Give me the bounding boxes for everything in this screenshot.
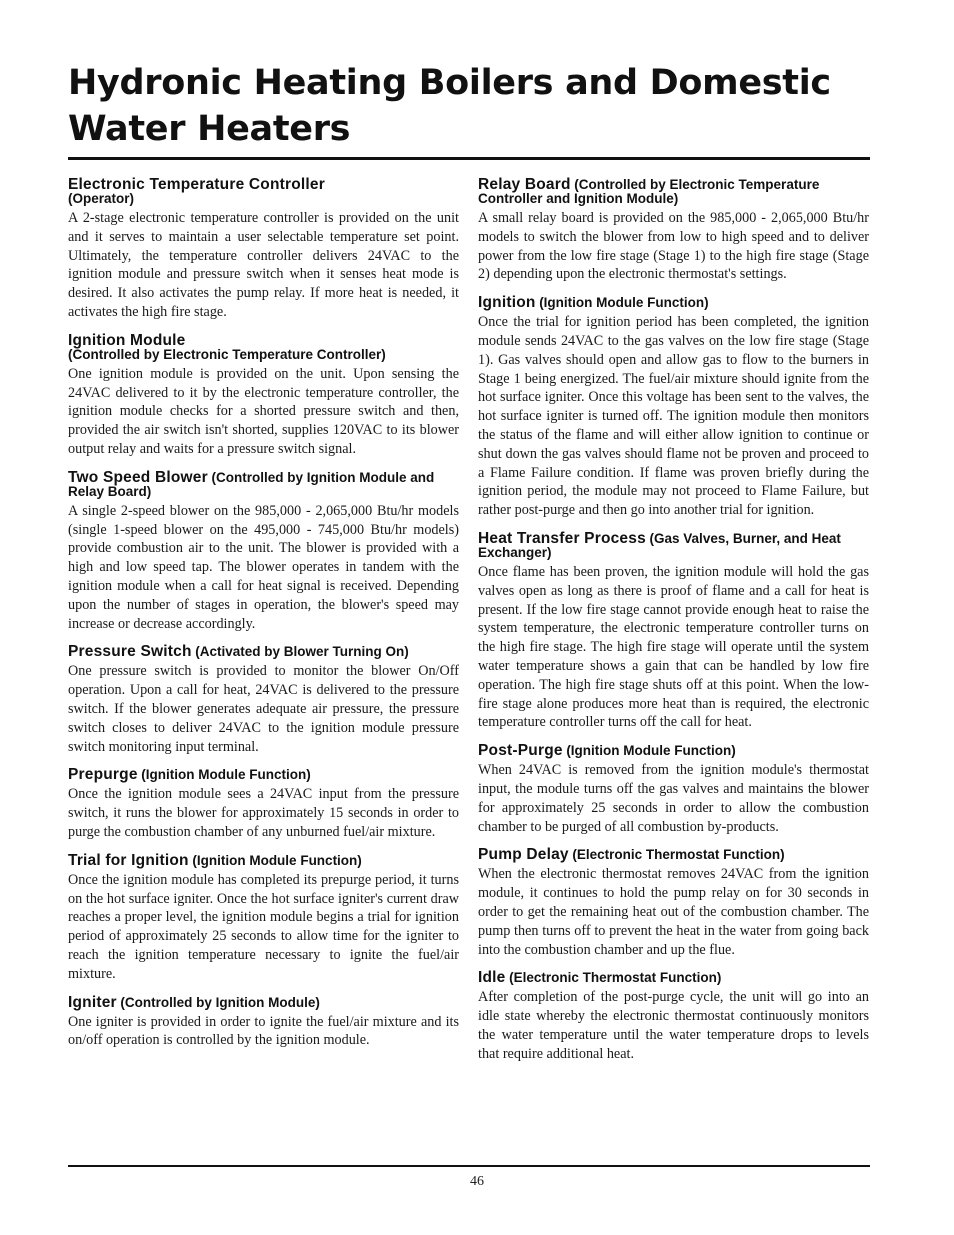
section-title: Two Speed Blower bbox=[68, 468, 208, 486]
section-body: One igniter is provided in order to ignite the fuel/air mixture and its on/off operation is controlled by the ignition module. bbox=[68, 1013, 459, 1049]
section-heading bbox=[68, 178, 459, 206]
section-heading bbox=[478, 971, 869, 985]
section-relay-board bbox=[478, 178, 869, 284]
section-igniter bbox=[68, 993, 459, 1051]
page-number: 46 bbox=[470, 1174, 484, 1189]
section-pump-delay bbox=[478, 848, 869, 959]
section-title: Pressure Switch bbox=[68, 643, 192, 661]
section-heading bbox=[478, 529, 869, 560]
section-title: Post-Purge bbox=[478, 742, 563, 760]
section-subtitle: (Ignition Module Function) bbox=[192, 852, 362, 868]
section-heading bbox=[68, 645, 459, 659]
section-body: When the electronic thermostat removes 24VAC from the ignition module, it continues to hold the pump relay on for 30 seconds in order to get the remaining heat out of the combustion chamber. The pump then turns off to prevent the heat in the water from going back into the combustion chamber and up the flue. bbox=[478, 866, 869, 958]
section-ignition bbox=[478, 296, 869, 520]
section-subtitle: (Controlled by Electronic Temperature Controller and Ignition Module) bbox=[478, 177, 820, 206]
section-title: Ignition Module bbox=[68, 331, 186, 349]
section-body: A single 2-speed blower on the 985,000 - 2,065,000 Btu/hr models (single 1-speed blower on the 495,000 - 745,000 Btu/hr models) provide combustion air to the unit. The blower is provided with a high and low speed tap. The blower operates in tandem with the ignition module when a call for heat signal is received. Depending upon the number of stages in operation, the blower's speed may increase or decrease accordingly. bbox=[68, 502, 459, 632]
section-pressure-switch bbox=[68, 645, 459, 756]
section-title: Pump Delay bbox=[478, 846, 569, 864]
section-heading bbox=[68, 768, 459, 782]
section-title: Electronic Temperature Controller bbox=[68, 176, 325, 193]
section-heat-transfer-process bbox=[478, 529, 869, 732]
footer-divider bbox=[68, 1165, 870, 1167]
section-subtitle: (Ignition Module Function) bbox=[566, 743, 736, 759]
section-body: After completion of the post-purge cycle, the unit will go into an idle state whereby the electronic thermostat continuously monitors the water temperature until the water temperature drops to levels that require additional heat. bbox=[478, 989, 869, 1062]
section-title: Relay Board bbox=[478, 176, 571, 193]
section-prepurge bbox=[68, 768, 459, 841]
section-body: Once the trial for ignition period has been completed, the ignition module sends 24VAC to the gas valves on the low fire stage (Stage 1). Gas valves should open and allow gas to flow to the burners in Stage 1 being energized. The fuel/air mixture should ignite from the hot surface igniter. Once this voltage has been sent to the valves, the hot surface igniter is turned off. The ignition module then monitors the status of the flame and will either allow ignition to continue or shut down the gas valves should flame not be proven and proceed to a Flame Failure condition. If flame was proven briefly during the ignition period, the module may not proceed to Flame Failure, but rather post-purge and then go into another trial for ignition. bbox=[478, 314, 869, 519]
section-body: Once flame has been proven, the ignition module will hold the gas valves open as long as there is proof of flame and a call for heat is present. If the low fire stage cannot provide enough heat to raise the system temperature, the electronic temperature controller turns on the high fire stage. The high fire stage will operate until the system water temperature shows a gain that can be handled by low fire operation. The high fire stage shuts off at this point. When the low-fire stage alone produces more heat than is required, the electronic temperature controller turns off the call for heat. bbox=[478, 563, 869, 731]
left-column bbox=[68, 178, 459, 1062]
section-subtitle: (Gas Valves, Burner, and Heat Exchanger) bbox=[478, 530, 841, 560]
section-subtitle: (Controlled by Ignition Module) bbox=[120, 994, 320, 1010]
section-heading bbox=[68, 993, 459, 1011]
section-subtitle: (Controlled by Electronic Temperature Controller) bbox=[68, 346, 386, 362]
section-title: Prepurge bbox=[68, 766, 138, 784]
section-electronic-temperature-controller bbox=[68, 178, 459, 322]
section-title: Heat Transfer Process bbox=[478, 529, 646, 547]
section-heading bbox=[68, 331, 459, 362]
section-two-speed-blower bbox=[68, 468, 459, 634]
section-body: Once the ignition module sees a 24VAC input from the pressure switch, it runs the blower for approximately 15 seconds in order to purge the combustion chamber of any unburned fuel/air mixture. bbox=[68, 786, 459, 840]
section-subtitle: (Ignition Module Function) bbox=[539, 295, 709, 311]
section-body: A small relay board is provided on the 985,000 - 2,065,000 Btu/hr models to switch the blower from low to high speed and to deliver power from the low fire stage (Stage 1) to the high fire stage (Stage 2) depending upon the electronic thermostat's settings. bbox=[478, 210, 869, 283]
section-heading bbox=[68, 468, 459, 499]
page-title: Hydronic Heating Boilers and Domestic Water Heaters bbox=[68, 63, 831, 149]
section-heading bbox=[478, 296, 869, 310]
section-subtitle: (Electronic Thermostat Function) bbox=[572, 847, 785, 863]
section-body: One pressure switch is provided to monitor the blower On/Off operation. Upon a call for heat, 24VAC is delivered to the pressure switch. If the blower generates adequate air pressure, the pressure switch closes to deliver 24VAC to the ignition module pressure switch monitoring input terminal. bbox=[68, 663, 459, 755]
section-subtitle: (Ignition Module Function) bbox=[141, 767, 311, 783]
section-body: When 24VAC is removed from the ignition module's thermostat input, the module turns off the gas valves and maintains the blower for approximately 25 seconds in order to allow the combustion chamber to be purged of all combustion by-products. bbox=[478, 762, 869, 835]
section-trial-for-ignition bbox=[68, 851, 459, 984]
section-subtitle: (Operator) bbox=[68, 191, 135, 206]
section-heading bbox=[68, 851, 459, 869]
section-heading bbox=[478, 848, 869, 862]
section-subtitle: (Electronic Thermostat Function) bbox=[509, 970, 722, 986]
section-subtitle: (Activated by Blower Turning On) bbox=[195, 644, 409, 660]
section-body: One ignition module is provided on the unit. Upon sensing the 24VAC delivered to it by the electronic temperature controller, the ignition module checks for a shorted pressure switch and then, provided the air switch isn't shorted, supplies 120VAC to its blower output relay and waits for a pressure switch signal. bbox=[68, 365, 459, 457]
section-body: A 2-stage electronic temperature controller is provided on the unit and it serves to maintain a user selectable temperature set point. Ultimately, the temperature controller delivers 24VAC to the ignition module and pressure switch when it senses heat mode is desired. It also activates the pump relay. If more heat is needed, it activates the high fire stage. bbox=[68, 210, 459, 320]
section-ignition-module bbox=[68, 331, 459, 459]
section-subtitle: (Controlled by Ignition Module and Relay Board) bbox=[68, 469, 435, 499]
section-post-purge bbox=[478, 744, 869, 836]
section-body: Once the ignition module has completed its prepurge period, it turns on the hot surface igniter. Once the hot surface igniter's current draw reaches a proper level, the ignition module begins a trial for ignition period of approximately 25 seconds to allow time for the igniter to reach the ignition temperature necessary to ignite the fuel/air mixture. bbox=[68, 871, 459, 982]
section-title: Idle bbox=[478, 969, 506, 987]
section-heading bbox=[478, 744, 869, 758]
title-divider bbox=[68, 157, 870, 160]
section-heading bbox=[478, 178, 869, 206]
section-title: Trial for Ignition bbox=[68, 851, 189, 869]
section-idle bbox=[478, 971, 869, 1063]
section-title: Igniter bbox=[68, 993, 117, 1011]
section-title: Ignition bbox=[478, 294, 536, 312]
right-column bbox=[478, 178, 869, 1075]
